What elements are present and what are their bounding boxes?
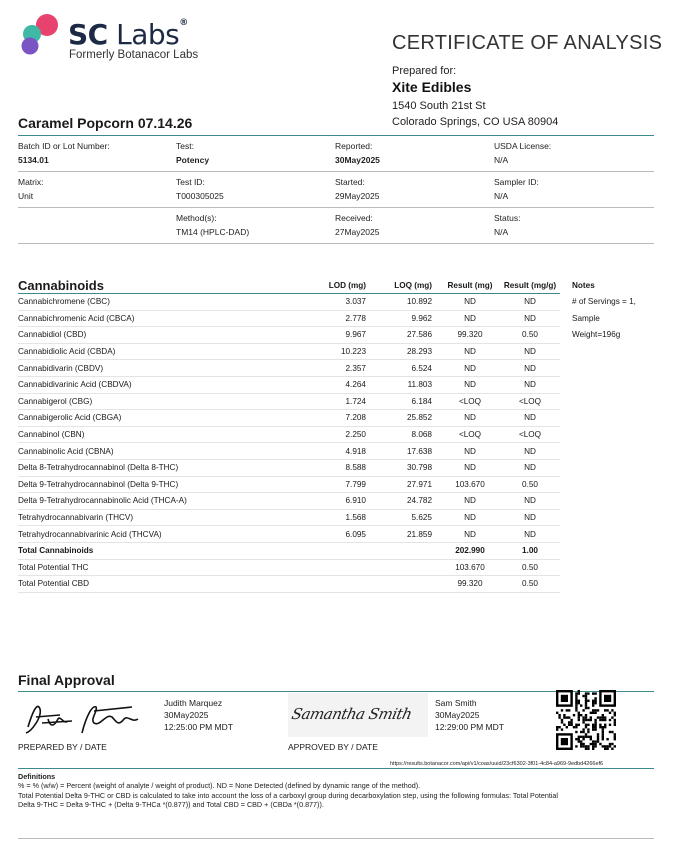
- header-result-mgg: Result (mg/g): [500, 277, 560, 294]
- result-mgg-value: ND: [500, 376, 560, 393]
- test-label: Test:: [176, 141, 194, 151]
- approver-info: [435, 697, 504, 733]
- total-loq-empty: [374, 559, 440, 576]
- result-mg-value: 103.670: [440, 476, 500, 493]
- started-value: 29May2025: [335, 191, 380, 201]
- prepared-by-label: PREPARED BY / DATE: [18, 742, 107, 752]
- total-result-mg: 103.670: [440, 559, 500, 576]
- definitions-line-3: Delta 9-THC = Delta 9-THC + (Delta 9-THCa *(0.877)) and Total CBD = CBD + (CBDa *(0.877)).: [18, 799, 324, 809]
- cannabinoid-name: Tetrahydrocannabivarinic Acid (THCVA): [18, 526, 286, 543]
- preparer-date: 30May2025: [164, 710, 209, 720]
- notes-empty: [560, 476, 638, 493]
- result-mgg-value: <LOQ: [500, 426, 560, 443]
- notes-empty: [560, 443, 638, 460]
- client-address: [392, 98, 558, 130]
- result-mg-value: ND: [440, 310, 500, 327]
- result-mgg-value: 0.50: [500, 476, 560, 493]
- sampler-label: Sampler ID:: [494, 177, 539, 187]
- result-mg-value: ND: [440, 509, 500, 526]
- approver-name: Sam Smith: [435, 698, 477, 708]
- notes-empty: [560, 542, 638, 559]
- status-label: Status:: [494, 213, 521, 223]
- received-value: 27May2025: [335, 227, 380, 237]
- testid-label: Test ID:: [176, 177, 205, 187]
- total-loq-empty: [374, 576, 440, 593]
- cannabinoid-name: Cannabigerolic Acid (CBGA): [18, 410, 286, 427]
- matrix-label: Matrix:: [18, 177, 44, 187]
- lod-value: 10.223: [286, 343, 374, 360]
- table-row: [18, 360, 638, 377]
- result-mgg-value: ND: [500, 294, 560, 311]
- result-mg-value: ND: [440, 343, 500, 360]
- notes-line: # of Servings = 1,: [572, 297, 636, 307]
- qr-code-icon[interactable]: [556, 690, 616, 750]
- usda-label: USDA License:: [494, 141, 552, 151]
- header-notes: Notes: [572, 280, 595, 290]
- batch-label: Batch ID or Lot Number:: [18, 141, 110, 151]
- header-result-mg: Result (mg): [440, 277, 500, 294]
- matrix-value: Unit: [18, 191, 34, 201]
- result-mg-value: ND: [440, 376, 500, 393]
- brand-name: [68, 18, 188, 51]
- result-mgg-value: ND: [500, 459, 560, 476]
- lod-value: 2.357: [286, 360, 374, 377]
- lod-value: 2.250: [286, 426, 374, 443]
- result-mgg-value: <LOQ: [500, 393, 560, 410]
- sampler-value: N/A: [494, 191, 509, 201]
- lod-value: 1.724: [286, 393, 374, 410]
- loq-value: 30.798: [374, 459, 440, 476]
- lod-value: 3.037: [286, 294, 374, 311]
- table-row: [18, 393, 638, 410]
- lod-value: 6.095: [286, 526, 374, 543]
- testid-value: T000305025: [176, 191, 224, 201]
- total-row: [18, 542, 638, 559]
- total-lod-empty: [286, 542, 374, 559]
- definitions-line-2: Total Potential Delta 9-THC or CBD is calculated to take into account the loss of a carboxyl group during decarboxylation step, using the following formulas: Total Potential: [18, 790, 559, 800]
- loq-value: 5.625: [374, 509, 440, 526]
- result-mgg-value: ND: [500, 343, 560, 360]
- loq-value: 6.184: [374, 393, 440, 410]
- table-row: [18, 526, 638, 543]
- notes-empty: [560, 376, 638, 393]
- preparer-signature-icon: [20, 697, 150, 739]
- test-value: Potency: [176, 155, 210, 165]
- lod-value: 4.264: [286, 376, 374, 393]
- cannabinoid-name: Delta 8-Tetrahydrocannabinol (Delta 8-THC): [18, 459, 286, 476]
- table-row: [18, 376, 638, 393]
- info-row-divider-2: [18, 207, 654, 208]
- client-name: Xite Edibles: [392, 79, 472, 95]
- notes-empty: [560, 576, 638, 593]
- total-name: Total Potential CBD: [18, 576, 286, 593]
- table-row: [18, 443, 638, 460]
- loq-value: 17.638: [374, 443, 440, 460]
- lod-value: 8.588: [286, 459, 374, 476]
- brand-registered-mark: ®: [179, 18, 188, 28]
- notes-empty: [560, 343, 638, 360]
- notes-empty: [560, 426, 638, 443]
- result-mg-value: ND: [440, 443, 500, 460]
- method-label: Method(s):: [176, 213, 217, 223]
- result-mgg-value: 0.50: [500, 327, 560, 344]
- notes-empty: [560, 459, 638, 476]
- table-row: [18, 410, 638, 427]
- cannabinoid-name: Cannabichromene (CBC): [18, 294, 286, 311]
- total-result-mg: 99.320: [440, 576, 500, 593]
- header-lod: LOD (mg): [286, 277, 374, 294]
- approved-by-label: APPROVED BY / DATE: [288, 742, 378, 752]
- approver-date: 30May2025: [435, 710, 480, 720]
- table-row: [18, 294, 638, 311]
- brand-logo: [18, 12, 218, 64]
- preparer-name: Judith Marquez: [164, 698, 223, 708]
- notes-empty: [560, 360, 638, 377]
- header-loq: LOQ (mg): [374, 277, 440, 294]
- result-mgg-value: ND: [500, 509, 560, 526]
- total-row: [18, 559, 638, 576]
- result-mg-value: ND: [440, 294, 500, 311]
- result-mgg-value: ND: [500, 443, 560, 460]
- definitions-line-1: % = % (w/w) = Percent (weight of analyte / weight of product). ND = None Detected (defined by dynamic range of the method).: [18, 781, 421, 791]
- notes-line: Weight=196g: [572, 330, 621, 340]
- info-row-divider-1: [18, 171, 654, 172]
- total-row: [18, 576, 638, 593]
- loq-value: 27.586: [374, 327, 440, 344]
- total-result-mg: 202.990: [440, 542, 500, 559]
- notes-empty: [560, 393, 638, 410]
- table-row: [18, 493, 638, 510]
- result-mgg-value: ND: [500, 526, 560, 543]
- cannabinoid-name: Cannabidivarin (CBDV): [18, 360, 286, 377]
- cannabinoid-name: Cannabidivarinic Acid (CBDVA): [18, 376, 286, 393]
- table-row: [18, 459, 638, 476]
- loq-value: 9.962: [374, 310, 440, 327]
- address-line-1: 1540 South 21st St: [392, 100, 486, 112]
- total-name: Total Cannabinoids: [18, 542, 286, 559]
- cannabinoid-name: Cannabinol (CBN): [18, 426, 286, 443]
- document-title: CERTIFICATE OF ANALYSIS: [392, 32, 663, 54]
- final-approval-title: Final Approval: [18, 672, 115, 688]
- table-row: [18, 476, 638, 493]
- result-mg-value: ND: [440, 459, 500, 476]
- cannabinoid-name: Delta 9-Tetrahydrocannabinol (Delta 9-THC): [18, 476, 286, 493]
- definitions-title: Definitions: [18, 772, 56, 781]
- cannabinoid-name: Cannabinolic Acid (CBNA): [18, 443, 286, 460]
- loq-value: 27.971: [374, 476, 440, 493]
- total-result-mgg: 0.50: [500, 576, 560, 593]
- table-row: [18, 327, 638, 344]
- total-result-mgg: 1.00: [500, 542, 560, 559]
- approver-signature-box: [288, 693, 428, 737]
- notes-empty: [560, 410, 638, 427]
- loq-value: 6.524: [374, 360, 440, 377]
- definitions-block: [18, 772, 658, 809]
- usda-value: N/A: [494, 155, 509, 165]
- cannabinoid-name: Cannabidiol (CBD): [18, 327, 286, 344]
- loq-value: 10.892: [374, 294, 440, 311]
- preparer-info: [164, 697, 233, 733]
- started-label: Started:: [335, 177, 365, 187]
- cannabinoid-name: Delta 9-Tetrahydrocannabinolic Acid (THCA-A): [18, 493, 286, 510]
- result-mg-value: 99.320: [440, 327, 500, 344]
- total-lod-empty: [286, 576, 374, 593]
- lod-value: 4.918: [286, 443, 374, 460]
- lod-value: 7.208: [286, 410, 374, 427]
- table-header-row: [18, 277, 638, 294]
- loq-value: 8.068: [374, 426, 440, 443]
- result-mg-value: <LOQ: [440, 426, 500, 443]
- table-row: [18, 310, 638, 327]
- reported-value: 30May2025: [335, 155, 380, 165]
- lod-value: 2.778: [286, 310, 374, 327]
- received-label: Received:: [335, 213, 373, 223]
- loq-value: 28.293: [374, 343, 440, 360]
- table-row: [18, 343, 638, 360]
- total-name: Total Potential THC: [18, 559, 286, 576]
- table-row: [18, 509, 638, 526]
- cannabinoid-name: Tetrahydrocannabivarin (THCV): [18, 509, 286, 526]
- brand-logo-icon: [18, 12, 64, 58]
- result-mg-value: ND: [440, 410, 500, 427]
- lod-value: 6.910: [286, 493, 374, 510]
- result-mg-value: ND: [440, 360, 500, 377]
- preparer-time: 12:25:00 PM MDT: [164, 722, 233, 732]
- loq-value: 25.852: [374, 410, 440, 427]
- cannabinoid-name: Cannabidiolic Acid (CBDA): [18, 343, 286, 360]
- status-value: N/A: [494, 227, 509, 237]
- reported-label: Reported:: [335, 141, 373, 151]
- footer-divider: [18, 768, 654, 769]
- prepared-for-label: Prepared for:: [392, 65, 457, 77]
- approver-signature-text: Samantha Smith: [290, 705, 414, 723]
- table-row: [18, 426, 638, 443]
- product-name: Caramel Popcorn 07.14.26: [18, 115, 193, 131]
- brand-subtitle: Formerly Botanacor Labs: [69, 49, 199, 61]
- batch-value: 5134.01: [18, 155, 49, 165]
- loq-value: 11.803: [374, 376, 440, 393]
- logo-dot-purple: [22, 38, 39, 55]
- total-result-mgg: 0.50: [500, 559, 560, 576]
- loq-value: 24.782: [374, 493, 440, 510]
- notes-line: Sample: [572, 313, 600, 323]
- cannabinoid-name: Cannabichromenic Acid (CBCA): [18, 310, 286, 327]
- total-loq-empty: [374, 542, 440, 559]
- notes-empty: [560, 526, 638, 543]
- cannabinoid-name: Cannabigerol (CBG): [18, 393, 286, 410]
- notes-empty: [560, 509, 638, 526]
- result-mg-value: ND: [440, 493, 500, 510]
- lod-value: 9.967: [286, 327, 374, 344]
- method-value: TM14 (HPLC-DAD): [176, 227, 250, 237]
- product-divider: [18, 135, 654, 136]
- brand-name-bold: SC: [68, 18, 108, 51]
- result-mgg-value: ND: [500, 493, 560, 510]
- cannabinoids-table: [18, 277, 638, 593]
- approver-time: 12:29:00 PM MDT: [435, 722, 504, 732]
- result-mg-value: ND: [440, 526, 500, 543]
- notes-empty: [560, 493, 638, 510]
- total-lod-empty: [286, 559, 374, 576]
- coa-url-link[interactable]: https://results.botanacor.com/api/v1/coas/uuid/23cf6302-3f01-4c84-a969-9edbd4266ef6: [390, 761, 604, 767]
- brand-name-light: Labs: [107, 18, 180, 51]
- lod-value: 7.799: [286, 476, 374, 493]
- lod-value: 1.568: [286, 509, 374, 526]
- result-mgg-value: ND: [500, 310, 560, 327]
- info-row-divider-3: [18, 243, 654, 244]
- notes-empty: [560, 559, 638, 576]
- result-mg-value: <LOQ: [440, 393, 500, 410]
- address-line-2: Colorado Springs, CO USA 80904: [392, 116, 559, 128]
- cannabinoids-title: Cannabinoids: [18, 277, 286, 294]
- loq-value: 21.859: [374, 526, 440, 543]
- page-bottom-divider: [18, 838, 654, 839]
- result-mgg-value: ND: [500, 360, 560, 377]
- result-mgg-value: ND: [500, 410, 560, 427]
